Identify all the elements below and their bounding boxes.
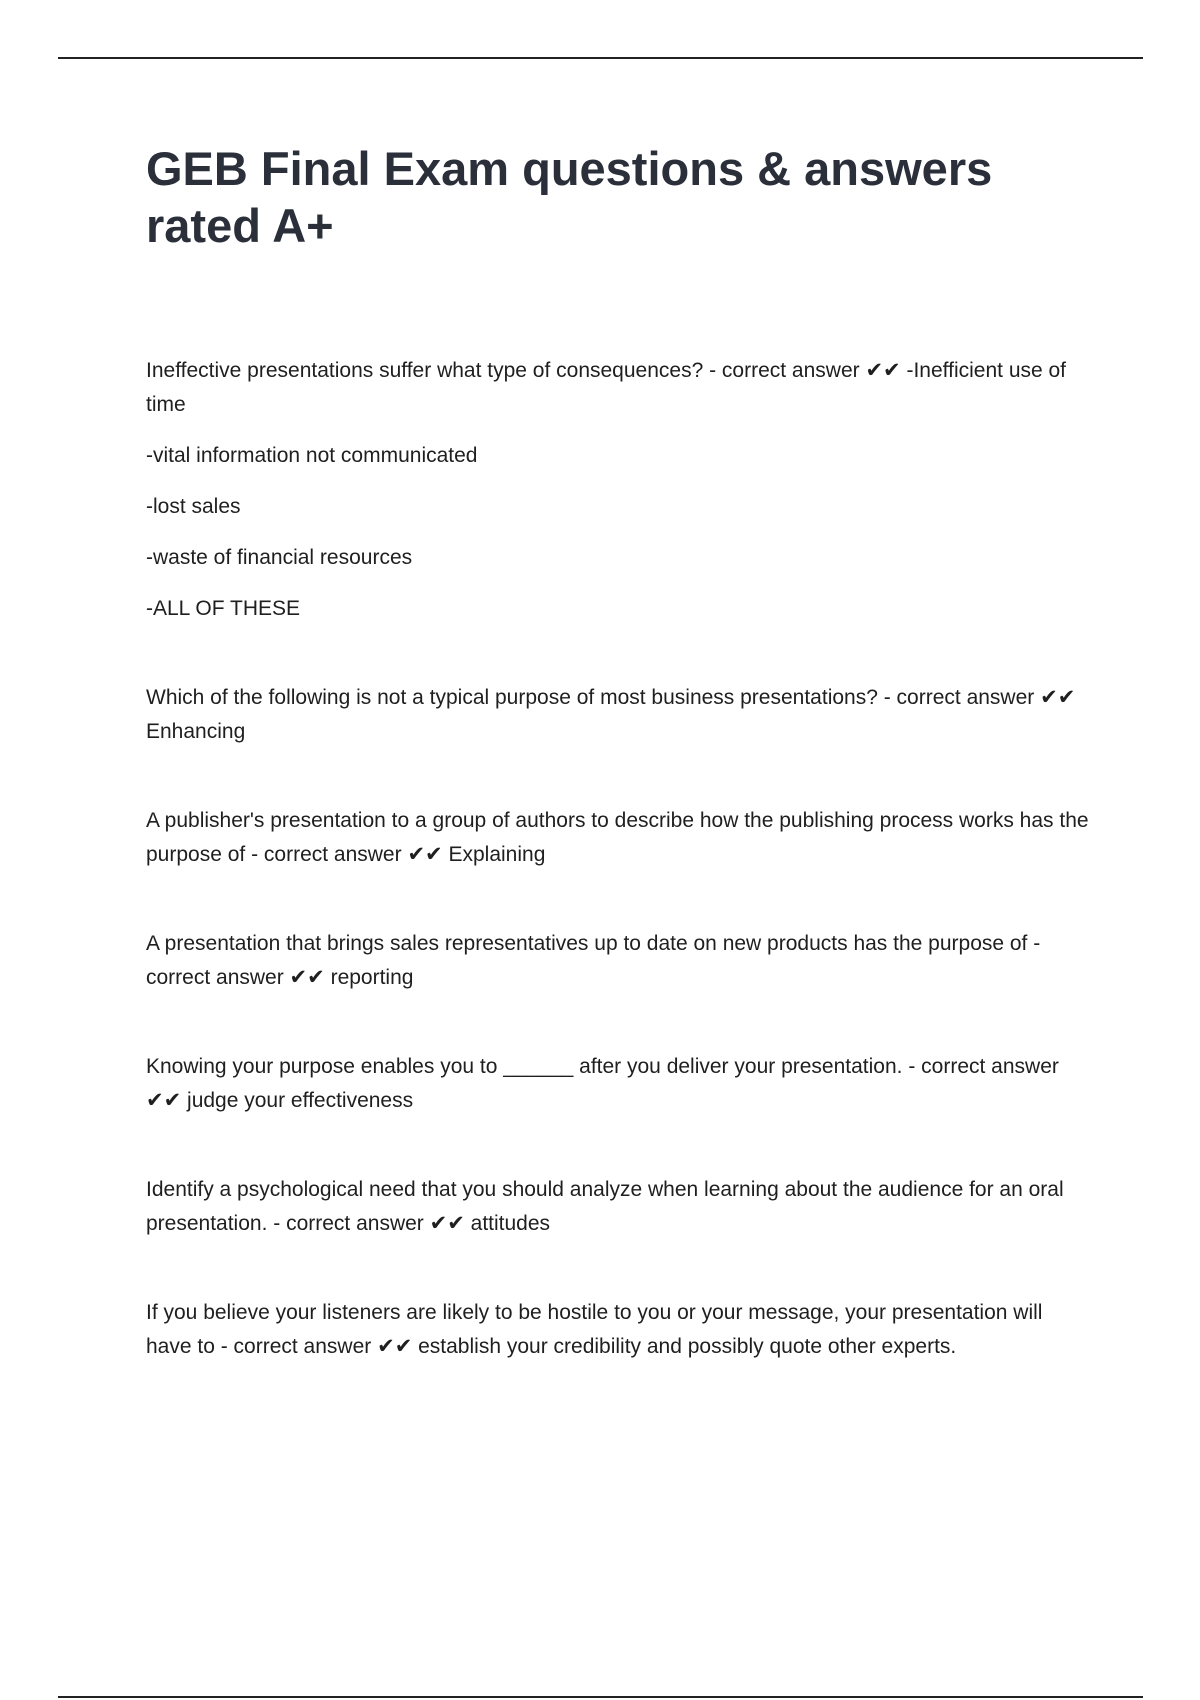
answer-option: -waste of financial resources [146, 546, 413, 569]
top-rule [58, 57, 1143, 59]
qa-item [146, 1173, 1091, 1241]
qa-list [146, 354, 1091, 1364]
answer-option: -ALL OF THESE [146, 597, 301, 620]
qa-text: Ineffective presentations suffer what type of consequences? - correct answer ✔✔ -Inefficient use of time [146, 359, 1067, 416]
qa-text: A presentation that brings sales representatives up to date on new products has the purpose of - correct answer ✔✔ reporting [146, 932, 1041, 989]
qa-item [146, 1050, 1091, 1118]
qa-item [146, 1296, 1091, 1364]
qa-text: Knowing your purpose enables you to ______ after you deliver your presentation. - correct answer ✔✔ judge your effectiveness [146, 1055, 1059, 1112]
bottom-rule [58, 1696, 1143, 1698]
qa-text: A publisher's presentation to a group of authors to describe how the publishing process works has the purpose of - correct answer ✔✔ Explaining [146, 809, 1089, 866]
qa-item [146, 804, 1091, 872]
qa-item [146, 354, 1091, 626]
answer-option: -lost sales [146, 495, 241, 518]
answer-option: -vital information not communicated [146, 444, 478, 467]
qa-text: Identify a psychological need that you should analyze when learning about the audience for an oral presentation. - correct answer ✔✔ attitudes [146, 1178, 1064, 1235]
document-body [146, 140, 1091, 1381]
qa-text: Which of the following is not a typical purpose of most business presentations? - correct answer ✔✔ Enhancing [146, 686, 1076, 743]
qa-item [146, 927, 1091, 995]
document-title: GEB Final Exam questions & answers rated A+ [146, 142, 993, 252]
qa-text: If you believe your listeners are likely to be hostile to you or your message, your presentation will have to - correct answer ✔✔ establish your credibility and possibly quote other experts. [146, 1301, 1043, 1358]
qa-item [146, 681, 1091, 749]
